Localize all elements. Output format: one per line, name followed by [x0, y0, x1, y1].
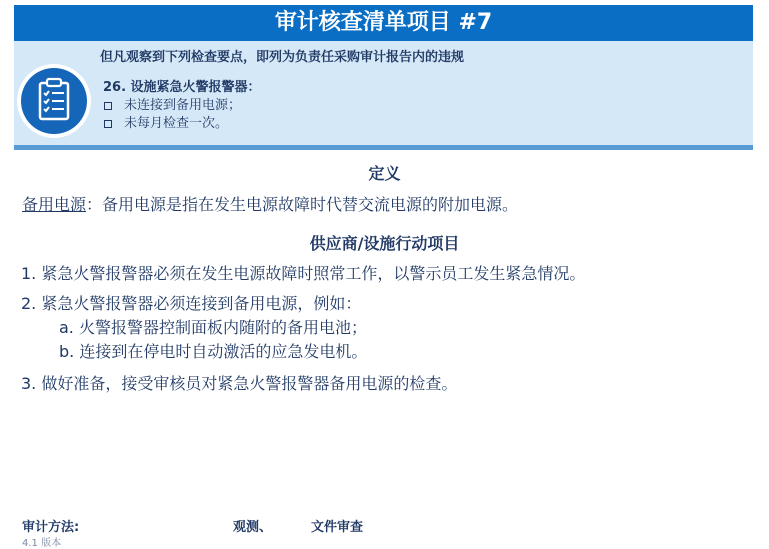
checkpoint-item — [103, 115, 261, 133]
action-item: 1. 紧急火警报警器必须在发生电源故障时照常工作，以警示员工发生紧急情况。 — [21, 264, 586, 283]
audit-method-observation: 观测、 — [233, 520, 273, 535]
action-item: 3. 做好准备，接受审核员对紧急火警报警器备用电源的检查。 — [21, 374, 458, 393]
action-list — [21, 262, 585, 402]
definition-heading: 定义 — [368, 164, 401, 183]
checkbox-icon — [104, 102, 112, 110]
action-item: 2. 紧急火警报警器必须连接到备用电源，例如： — [21, 294, 362, 313]
checkpoint-item — [103, 97, 261, 115]
header-subtitle: 但凡观察到下列检查要点，即列为负责任采购审计报告内的违规 — [100, 50, 465, 65]
checkpoint-title: 26. 设施紧急火警报警器： — [103, 80, 261, 95]
header-divider — [14, 145, 753, 150]
checkbox-icon — [104, 120, 112, 128]
audit-method-label: 审计方法: — [22, 520, 80, 535]
audit-method-document-review: 文件审查 — [311, 520, 364, 535]
definition-body: ：备用电源是指在发生电源故障时代替交流电源的附加电源。 — [86, 195, 519, 214]
definition-text — [22, 192, 518, 215]
checkpoint-block — [103, 79, 261, 133]
checkpoint-item-text: 未连接到备用电源； — [124, 98, 242, 113]
footer-clipped-text: 4.1 版本 — [22, 538, 62, 549]
definition-term: 备用电源 — [22, 195, 87, 214]
clipboard-checklist-icon — [16, 63, 92, 139]
action-subitem: a. 火警报警器控制面板内随附的备用电池； — [59, 318, 367, 337]
checkpoint-item-text: 未每月检查一次。 — [124, 116, 229, 131]
actions-heading: 供应商/设施行动项目 — [309, 234, 460, 253]
page-title: 审计核查清单项目 #7 — [14, 5, 753, 41]
action-subitem: b. 连接到在停电时自动激活的应急发电机。 — [59, 342, 368, 361]
